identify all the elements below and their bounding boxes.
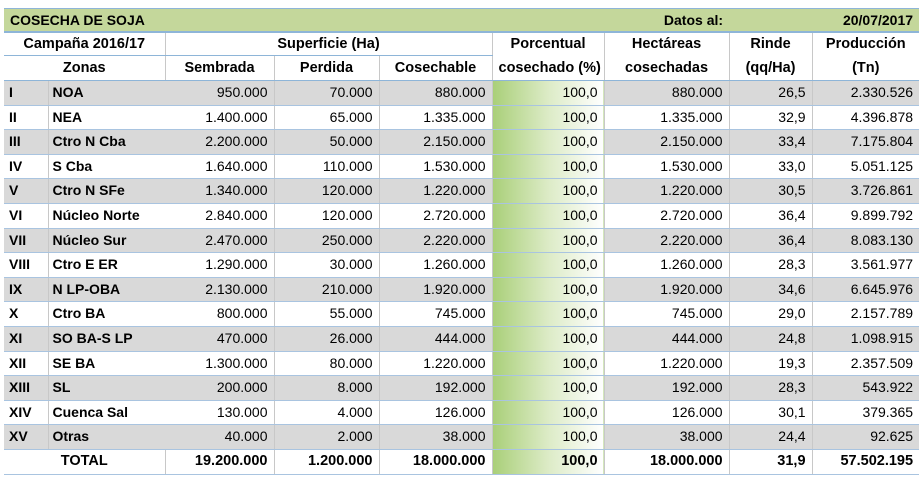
table-row bbox=[4, 81, 919, 106]
perdida-cell: 50.000 bbox=[274, 130, 379, 155]
produccion-cell: 3.561.977 bbox=[812, 253, 919, 278]
zone-name: Ctro N SFe bbox=[48, 179, 165, 204]
zone-name: N LP-OBA bbox=[48, 277, 165, 302]
zone-name: Núcleo Sur bbox=[48, 228, 165, 253]
perdida-cell: 80.000 bbox=[274, 351, 379, 376]
rinde-cell: 33,4 bbox=[729, 130, 812, 155]
table-row bbox=[4, 326, 919, 351]
produccion-cell: 1.098.915 bbox=[812, 326, 919, 351]
hectareas-cell: 1.220.000 bbox=[604, 351, 729, 376]
pct-cell: 100,0 bbox=[492, 277, 604, 302]
campaign-label: Campaña 2016/17 bbox=[4, 32, 165, 56]
pct-cell: 100,0 bbox=[492, 130, 604, 155]
date-label: Datos al: bbox=[604, 9, 729, 33]
header-row-1 bbox=[4, 32, 919, 56]
total-pct: 100,0 bbox=[492, 449, 604, 474]
rinde-subheader: (qq/Ha) bbox=[729, 56, 812, 81]
perdida-cell: 120.000 bbox=[274, 203, 379, 228]
perdida-cell: 2.000 bbox=[274, 425, 379, 450]
sembrada-cell: 1.640.000 bbox=[165, 154, 274, 179]
zone-name: Ctro E ER bbox=[48, 253, 165, 278]
pct-cell: 100,0 bbox=[492, 154, 604, 179]
rinde-cell: 36,4 bbox=[729, 203, 812, 228]
cosechable-cell: 2.220.000 bbox=[379, 228, 492, 253]
hectareas-header: Hectáreas bbox=[604, 32, 729, 56]
hectareas-cell: 126.000 bbox=[604, 400, 729, 425]
rinde-cell: 28,3 bbox=[729, 253, 812, 278]
table-row bbox=[4, 302, 919, 327]
produccion-subheader: (Tn) bbox=[812, 56, 919, 81]
rinde-cell: 24,4 bbox=[729, 425, 812, 450]
harvest-table bbox=[4, 8, 919, 475]
perdida-cell: 120.000 bbox=[274, 179, 379, 204]
sembrada-cell: 130.000 bbox=[165, 400, 274, 425]
rinde-cell: 26,5 bbox=[729, 81, 812, 106]
sembrada-cell: 470.000 bbox=[165, 326, 274, 351]
perdida-cell: 4.000 bbox=[274, 400, 379, 425]
sembrada-cell: 1.290.000 bbox=[165, 253, 274, 278]
zone-name: SO BA-S LP bbox=[48, 326, 165, 351]
zone-name: Otras bbox=[48, 425, 165, 450]
sembrada-cell: 2.200.000 bbox=[165, 130, 274, 155]
hectareas-cell: 1.335.000 bbox=[604, 105, 729, 130]
zone-number: II bbox=[4, 105, 48, 130]
table-row bbox=[4, 277, 919, 302]
table-row bbox=[4, 253, 919, 278]
pct-cell: 100,0 bbox=[492, 425, 604, 450]
table-row bbox=[4, 179, 919, 204]
perdida-cell: 30.000 bbox=[274, 253, 379, 278]
rinde-cell: 34,6 bbox=[729, 277, 812, 302]
zone-number: IX bbox=[4, 277, 48, 302]
total-hectareas: 18.000.000 bbox=[604, 449, 729, 474]
sembrada-cell: 2.840.000 bbox=[165, 203, 274, 228]
perdida-cell: 8.000 bbox=[274, 376, 379, 401]
hectareas-cell: 1.920.000 bbox=[604, 277, 729, 302]
table-row bbox=[4, 376, 919, 401]
hectareas-cell: 2.220.000 bbox=[604, 228, 729, 253]
pct-cell: 100,0 bbox=[492, 326, 604, 351]
perdida-cell: 70.000 bbox=[274, 81, 379, 106]
hectareas-cell: 745.000 bbox=[604, 302, 729, 327]
rinde-cell: 24,8 bbox=[729, 326, 812, 351]
sembrada-cell: 1.400.000 bbox=[165, 105, 274, 130]
produccion-cell: 3.726.861 bbox=[812, 179, 919, 204]
table-row bbox=[4, 228, 919, 253]
hectareas-cell: 1.530.000 bbox=[604, 154, 729, 179]
zone-number: I bbox=[4, 81, 48, 106]
table-row bbox=[4, 203, 919, 228]
total-row bbox=[4, 449, 919, 474]
total-sembrada: 19.200.000 bbox=[165, 449, 274, 474]
produccion-cell: 2.357.509 bbox=[812, 351, 919, 376]
sembrada-cell: 950.000 bbox=[165, 81, 274, 106]
rinde-cell: 36,4 bbox=[729, 228, 812, 253]
zone-name: Cuenca Sal bbox=[48, 400, 165, 425]
sembrada-cell: 40.000 bbox=[165, 425, 274, 450]
hectareas-cell: 1.220.000 bbox=[604, 179, 729, 204]
produccion-header: Producción bbox=[825, 36, 906, 53]
perdida-cell: 65.000 bbox=[274, 105, 379, 130]
produccion-cell: 4.396.878 bbox=[812, 105, 919, 130]
table-row bbox=[4, 400, 919, 425]
table-row bbox=[4, 105, 919, 130]
zone-name: Núcleo Norte bbox=[48, 203, 165, 228]
zone-name: SE BA bbox=[48, 351, 165, 376]
zone-number: XII bbox=[4, 351, 48, 376]
hectareas-cell: 38.000 bbox=[604, 425, 729, 450]
sembrada-cell: 800.000 bbox=[165, 302, 274, 327]
produccion-cell: 543.922 bbox=[812, 376, 919, 401]
zone-name: SL bbox=[48, 376, 165, 401]
date-value: 20/07/2017 bbox=[729, 9, 919, 33]
table-row bbox=[4, 425, 919, 450]
hectareas-cell: 444.000 bbox=[604, 326, 729, 351]
sheet-title: COSECHA DE SOJA bbox=[4, 9, 604, 33]
hectareas-cell: 1.260.000 bbox=[604, 253, 729, 278]
perdida-cell: 26.000 bbox=[274, 326, 379, 351]
zone-number: XIII bbox=[4, 376, 48, 401]
table-row bbox=[4, 154, 919, 179]
rinde-cell: 30,1 bbox=[729, 400, 812, 425]
zone-number: V bbox=[4, 179, 48, 204]
pct-cell: 100,0 bbox=[492, 179, 604, 204]
produccion-cell: 6.645.976 bbox=[812, 277, 919, 302]
cosechable-cell: 444.000 bbox=[379, 326, 492, 351]
total-cosechable: 18.000.000 bbox=[379, 449, 492, 474]
sembrada-cell: 2.470.000 bbox=[165, 228, 274, 253]
porcentual-header: Porcentual bbox=[492, 32, 604, 56]
porcentual-subheader: cosechado (%) bbox=[492, 56, 604, 81]
rinde-cell: 33,0 bbox=[729, 154, 812, 179]
header-row-2 bbox=[4, 56, 919, 81]
cosechable-cell: 1.260.000 bbox=[379, 253, 492, 278]
rinde-cell: 29,0 bbox=[729, 302, 812, 327]
perdida-header: Perdida bbox=[274, 56, 379, 81]
zone-number: VIII bbox=[4, 253, 48, 278]
zone-number: XIV bbox=[4, 400, 48, 425]
rinde-cell: 32,9 bbox=[729, 105, 812, 130]
pct-cell: 100,0 bbox=[492, 376, 604, 401]
hectareas-cell: 2.150.000 bbox=[604, 130, 729, 155]
zone-number: XV bbox=[4, 425, 48, 450]
pct-cell: 100,0 bbox=[492, 203, 604, 228]
cosechable-cell: 745.000 bbox=[379, 302, 492, 327]
table-row bbox=[4, 351, 919, 376]
rinde-header: Rinde bbox=[729, 32, 812, 56]
zone-number: X bbox=[4, 302, 48, 327]
title-row bbox=[4, 9, 919, 33]
rinde-cell: 19,3 bbox=[729, 351, 812, 376]
sembrada-header: Sembrada bbox=[165, 56, 274, 81]
perdida-cell: 210.000 bbox=[274, 277, 379, 302]
hectareas-cell: 880.000 bbox=[604, 81, 729, 106]
pct-cell: 100,0 bbox=[492, 228, 604, 253]
cosechable-cell: 1.335.000 bbox=[379, 105, 492, 130]
zone-number: IV bbox=[4, 154, 48, 179]
zone-number: VII bbox=[4, 228, 48, 253]
pct-cell: 100,0 bbox=[492, 400, 604, 425]
zone-number: XI bbox=[4, 326, 48, 351]
produccion-cell: 2.330.526 bbox=[812, 81, 919, 106]
hectareas-cell: 2.720.000 bbox=[604, 203, 729, 228]
zonas-header: Zonas bbox=[4, 56, 165, 81]
hectareas-cell: 192.000 bbox=[604, 376, 729, 401]
cosechable-cell: 2.150.000 bbox=[379, 130, 492, 155]
produccion-cell: 9.899.792 bbox=[812, 203, 919, 228]
data-body bbox=[4, 81, 919, 450]
zone-name: NEA bbox=[48, 105, 165, 130]
produccion-cell: 379.365 bbox=[812, 400, 919, 425]
zone-number: VI bbox=[4, 203, 48, 228]
sembrada-cell: 1.300.000 bbox=[165, 351, 274, 376]
produccion-cell: 7.175.804 bbox=[812, 130, 919, 155]
cosechable-cell: 1.220.000 bbox=[379, 351, 492, 376]
cosechable-header: Cosechable bbox=[379, 56, 492, 81]
cosechable-cell: 1.530.000 bbox=[379, 154, 492, 179]
perdida-cell: 110.000 bbox=[274, 154, 379, 179]
total-perdida: 1.200.000 bbox=[274, 449, 379, 474]
rinde-cell: 30,5 bbox=[729, 179, 812, 204]
pct-cell: 100,0 bbox=[492, 302, 604, 327]
produccion-cell: 2.157.789 bbox=[812, 302, 919, 327]
pct-cell: 100,0 bbox=[492, 351, 604, 376]
zone-name: Ctro N Cba bbox=[48, 130, 165, 155]
zone-name: S Cba bbox=[48, 154, 165, 179]
pct-cell: 100,0 bbox=[492, 253, 604, 278]
sembrada-cell: 2.130.000 bbox=[165, 277, 274, 302]
cosechable-cell: 1.920.000 bbox=[379, 277, 492, 302]
pct-cell: 100,0 bbox=[492, 81, 604, 106]
total-rinde: 31,9 bbox=[729, 449, 812, 474]
cosechable-cell: 126.000 bbox=[379, 400, 492, 425]
perdida-cell: 55.000 bbox=[274, 302, 379, 327]
produccion-cell: 92.625 bbox=[812, 425, 919, 450]
pct-cell: 100,0 bbox=[492, 105, 604, 130]
table-row bbox=[4, 130, 919, 155]
cosechable-cell: 38.000 bbox=[379, 425, 492, 450]
sembrada-cell: 1.340.000 bbox=[165, 179, 274, 204]
total-label: TOTAL bbox=[4, 449, 165, 474]
zone-name: NOA bbox=[48, 81, 165, 106]
total-produccion: 57.502.195 bbox=[812, 449, 919, 474]
perdida-cell: 250.000 bbox=[274, 228, 379, 253]
superficie-header: Superficie (Ha) bbox=[165, 32, 492, 56]
cosechable-cell: 2.720.000 bbox=[379, 203, 492, 228]
hectareas-subheader: cosechadas bbox=[604, 56, 729, 81]
cosechable-cell: 192.000 bbox=[379, 376, 492, 401]
zone-name: Ctro BA bbox=[48, 302, 165, 327]
sembrada-cell: 200.000 bbox=[165, 376, 274, 401]
rinde-cell: 28,3 bbox=[729, 376, 812, 401]
produccion-cell: 8.083.130 bbox=[812, 228, 919, 253]
zone-number: III bbox=[4, 130, 48, 155]
cosechable-cell: 1.220.000 bbox=[379, 179, 492, 204]
produccion-cell: 5.051.125 bbox=[812, 154, 919, 179]
cosechable-cell: 880.000 bbox=[379, 81, 492, 106]
